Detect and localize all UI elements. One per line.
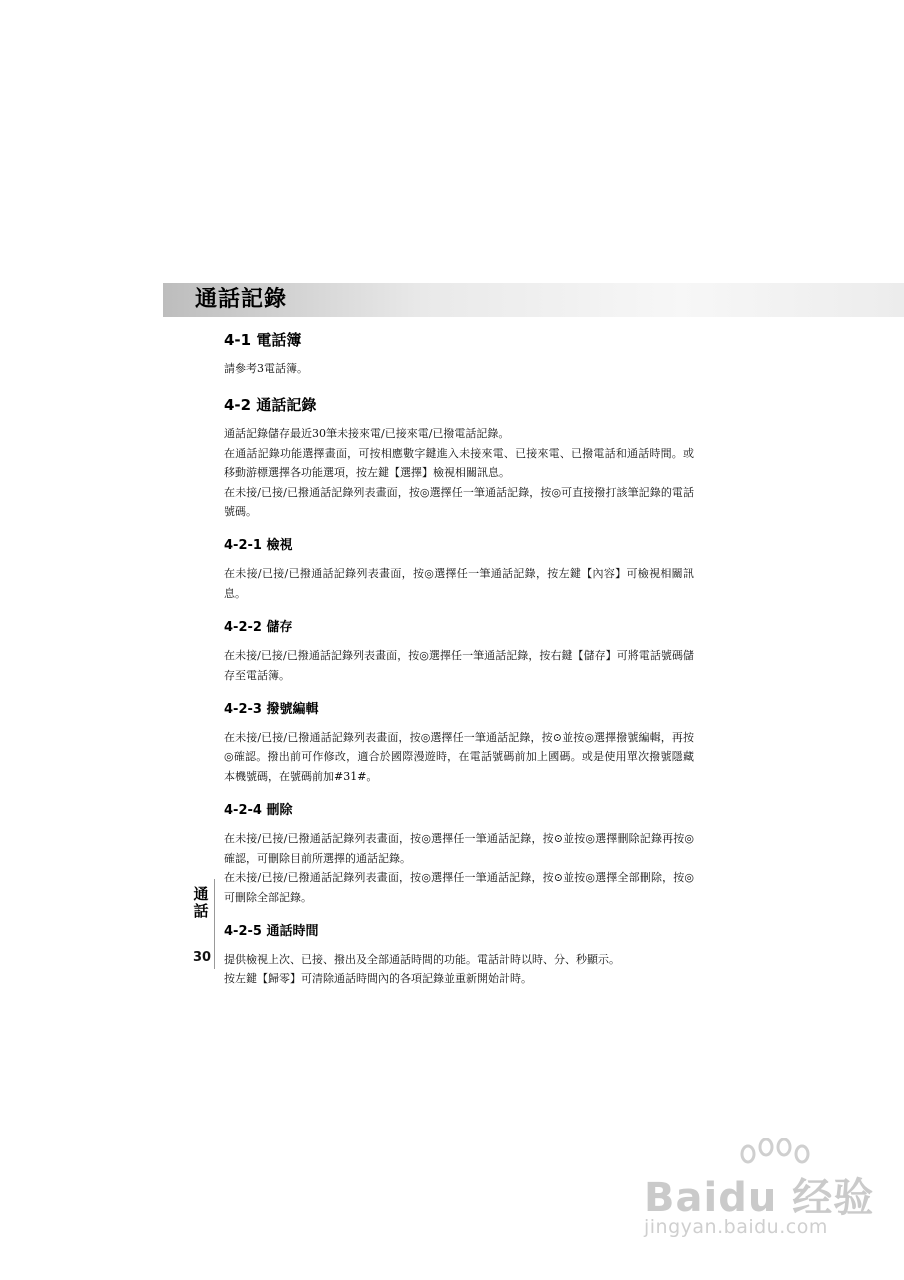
page-content bbox=[224, 327, 694, 989]
section-4-2-1-heading: 4-2-1 檢視 bbox=[224, 538, 293, 554]
section-4-2-2-text: 在未接/已接/已撥通話記錄列表畫面，按◎選擇任一筆通話記錄，按右鍵【儲存】可將電話號碼儲存至電話簿。 bbox=[224, 649, 694, 682]
section-4-2-2-heading: 4-2-2 儲存 bbox=[224, 620, 293, 636]
side-tab-char-2: 話 bbox=[193, 902, 209, 920]
section-4-2-heading: 4-2 通話記錄 bbox=[224, 396, 317, 415]
section-4-2-1-text: 在未接/已接/已撥通話記錄列表畫面，按◎選擇任一筆通話記錄，按左鍵【內容】可檢視相關訊息。 bbox=[224, 567, 694, 600]
section-4-2-4-paragraph-1: 在未接/已接/已撥通話記錄列表畫面，按◎選擇任一筆通話記錄，按⊙並按◎選擇刪除記錄再按◎確認，可刪除目前所選擇的通話記錄。 bbox=[224, 832, 694, 865]
side-tab-char-1: 通 bbox=[193, 885, 209, 903]
side-chapter-tab bbox=[193, 886, 209, 920]
section-4-2-paragraph-3: 在未接/已接/已撥通話記錄列表畫面，按◎選擇任一筆通話記錄，按◎可直接撥打該筆記錄的電話號碼。 bbox=[224, 485, 694, 519]
section-4-2-4-heading: 4-2-4 刪除 bbox=[224, 803, 293, 819]
section-4-2-4-paragraph-2: 在未接/已接/已撥通話記錄列表畫面，按◎選擇任一筆通話記錄，按⊙並按◎選擇全部刪除，按◎可刪除全部記錄。 bbox=[224, 871, 694, 904]
section-4-2-5-paragraph-1: 提供檢視上次、已接、撥出及全部通話時間的功能。電話計時以時、分、秒顯示。 bbox=[224, 952, 620, 966]
chapter-title: 通話記錄 bbox=[195, 287, 288, 312]
section-4-2-paragraph-2: 在通話記錄功能選擇畫面，可按相應數字鍵進入未接來電、已接來電、已撥電話和通話時間。或移動游標選擇各功能選項，按左鍵【選擇】檢視相關訊息。 bbox=[224, 446, 694, 480]
side-divider-line bbox=[214, 879, 215, 969]
section-4-2-3-heading: 4-2-3 撥號編輯 bbox=[224, 702, 319, 718]
section-4-2-5-heading: 4-2-5 通話時間 bbox=[224, 923, 319, 939]
section-4-2-3-text: 在未接/已接/已撥通話記錄列表畫面，按◎選擇任一筆通話記錄，按⊙並按◎選擇撥號編輯，再按◎確認。撥出前可作修改，適合於國際漫遊時，在電話號碼前加上國碼。或是使用單次撥號隱藏本機號碼，在號碼前加#31#。 bbox=[224, 731, 694, 783]
watermark-url: jingyan.baidu.com bbox=[644, 1216, 828, 1238]
section-4-1-heading: 4-1 電話簿 bbox=[224, 331, 302, 349]
baidu-watermark bbox=[640, 1138, 890, 1248]
chapter-title-bar bbox=[163, 283, 904, 317]
section-4-2-paragraph-1: 通話記錄儲存最近30筆未接來電/已接來電/已撥電話記錄。 bbox=[224, 427, 510, 441]
section-4-2-5-paragraph-2: 按左鍵【歸零】可清除通話時間內的各項記錄並重新開始計時。 bbox=[224, 972, 532, 986]
section-4-1-text: 請參考3電話簿。 bbox=[224, 362, 308, 375]
watermark-logo-text: Baidu 经验 bbox=[644, 1175, 875, 1221]
page-number: 30 bbox=[193, 950, 212, 965]
